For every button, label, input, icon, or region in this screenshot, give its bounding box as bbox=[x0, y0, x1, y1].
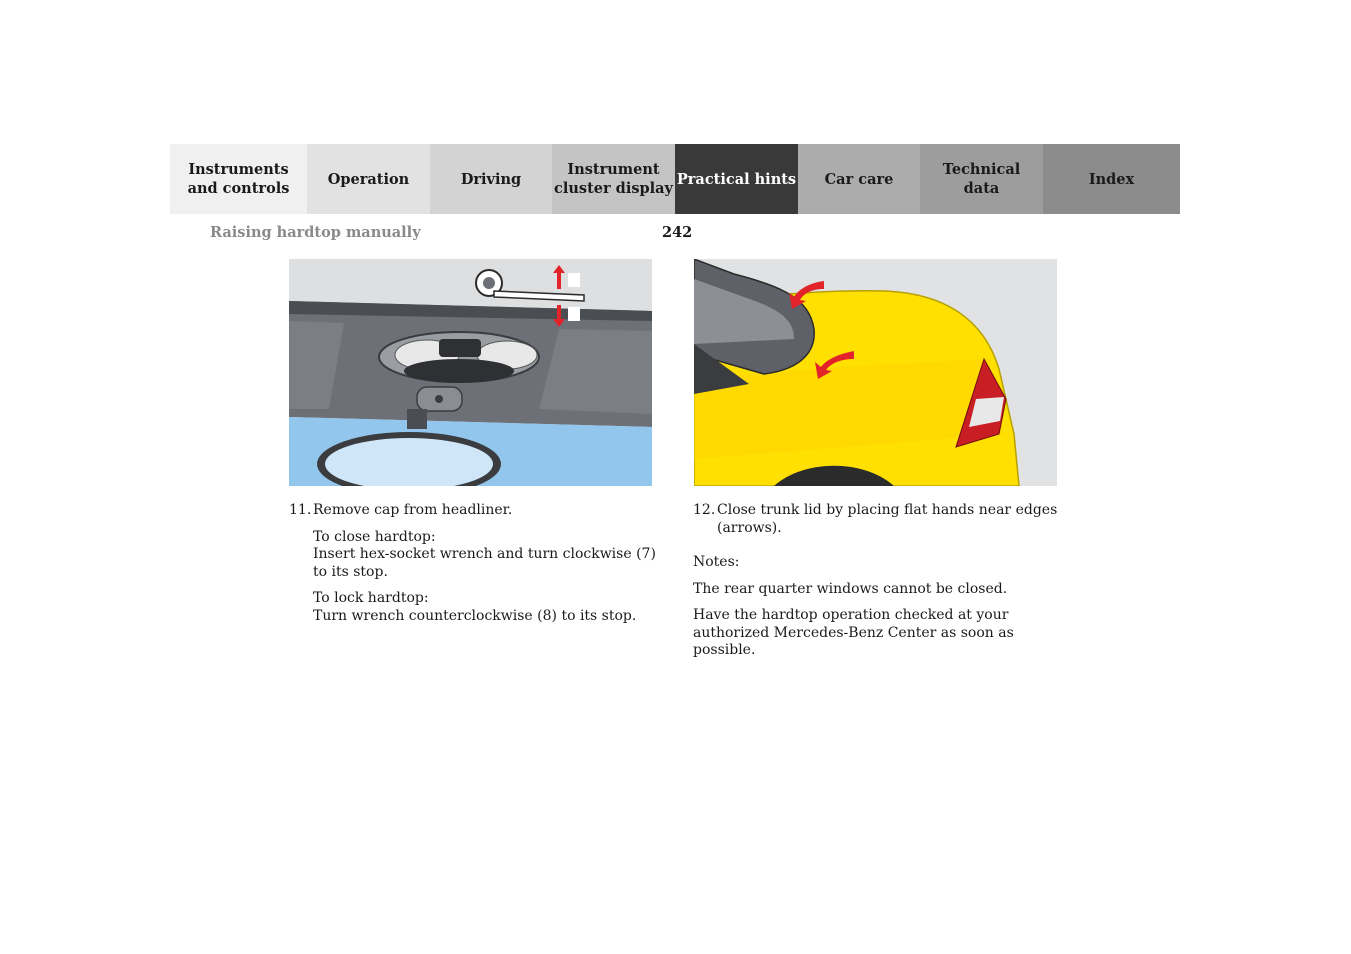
tab-label: Practical hints bbox=[676, 170, 797, 188]
tab-instruments-and-controls[interactable] bbox=[170, 144, 307, 214]
tab-technical-data[interactable] bbox=[920, 144, 1043, 214]
notes-heading: Notes: bbox=[693, 554, 740, 570]
close-hardtop-block bbox=[313, 529, 659, 626]
tab-practical-hints[interactable] bbox=[675, 144, 798, 214]
tab-label: Instruments and controls bbox=[187, 161, 290, 197]
tab-label: Instrument cluster display bbox=[554, 161, 673, 197]
step-text: Remove cap from headliner. bbox=[313, 502, 513, 518]
lock-text: Turn wrench counterclockwise (8) to its stop. bbox=[313, 607, 637, 624]
right-instructions bbox=[693, 502, 1063, 669]
tab-label: Driving bbox=[460, 170, 522, 188]
step-number: 12. bbox=[693, 502, 716, 518]
section-nav-bar bbox=[170, 144, 1180, 214]
step-text: Close trunk lid by placing flat hands near edges (arrows). bbox=[717, 502, 1058, 536]
close-text: Insert hex-socket wrench and turn clockwise (7) to its stop. bbox=[313, 546, 656, 580]
tab-label: Car care bbox=[824, 170, 894, 188]
lock-heading: To lock hardtop: bbox=[313, 590, 429, 606]
tab-instrument-cluster-display[interactable] bbox=[552, 144, 675, 214]
tab-index[interactable] bbox=[1043, 144, 1180, 214]
tab-label: Index bbox=[1088, 170, 1135, 188]
step-11 bbox=[289, 502, 659, 520]
note-1: The rear quarter windows cannot be closed. bbox=[693, 580, 1008, 597]
trunk-lid-illustration bbox=[694, 259, 1057, 486]
section-title: Raising hardtop manually bbox=[210, 224, 421, 241]
tab-driving[interactable] bbox=[430, 144, 552, 214]
tab-label: Technical data bbox=[942, 161, 1021, 197]
close-heading: To close hardtop: bbox=[313, 528, 436, 545]
page-number: 242 bbox=[662, 224, 693, 241]
step-12 bbox=[693, 502, 1063, 537]
tab-label: Operation bbox=[327, 170, 410, 188]
note-2: Have the hardtop operation checked at your authorized Mercedes-Benz Center as soon as possible. bbox=[693, 607, 1014, 658]
tab-operation[interactable] bbox=[307, 144, 430, 214]
step-number: 11. bbox=[289, 502, 312, 518]
tab-car-care[interactable] bbox=[798, 144, 920, 214]
headliner-wrench-illustration bbox=[289, 259, 652, 486]
left-instructions bbox=[289, 502, 659, 634]
